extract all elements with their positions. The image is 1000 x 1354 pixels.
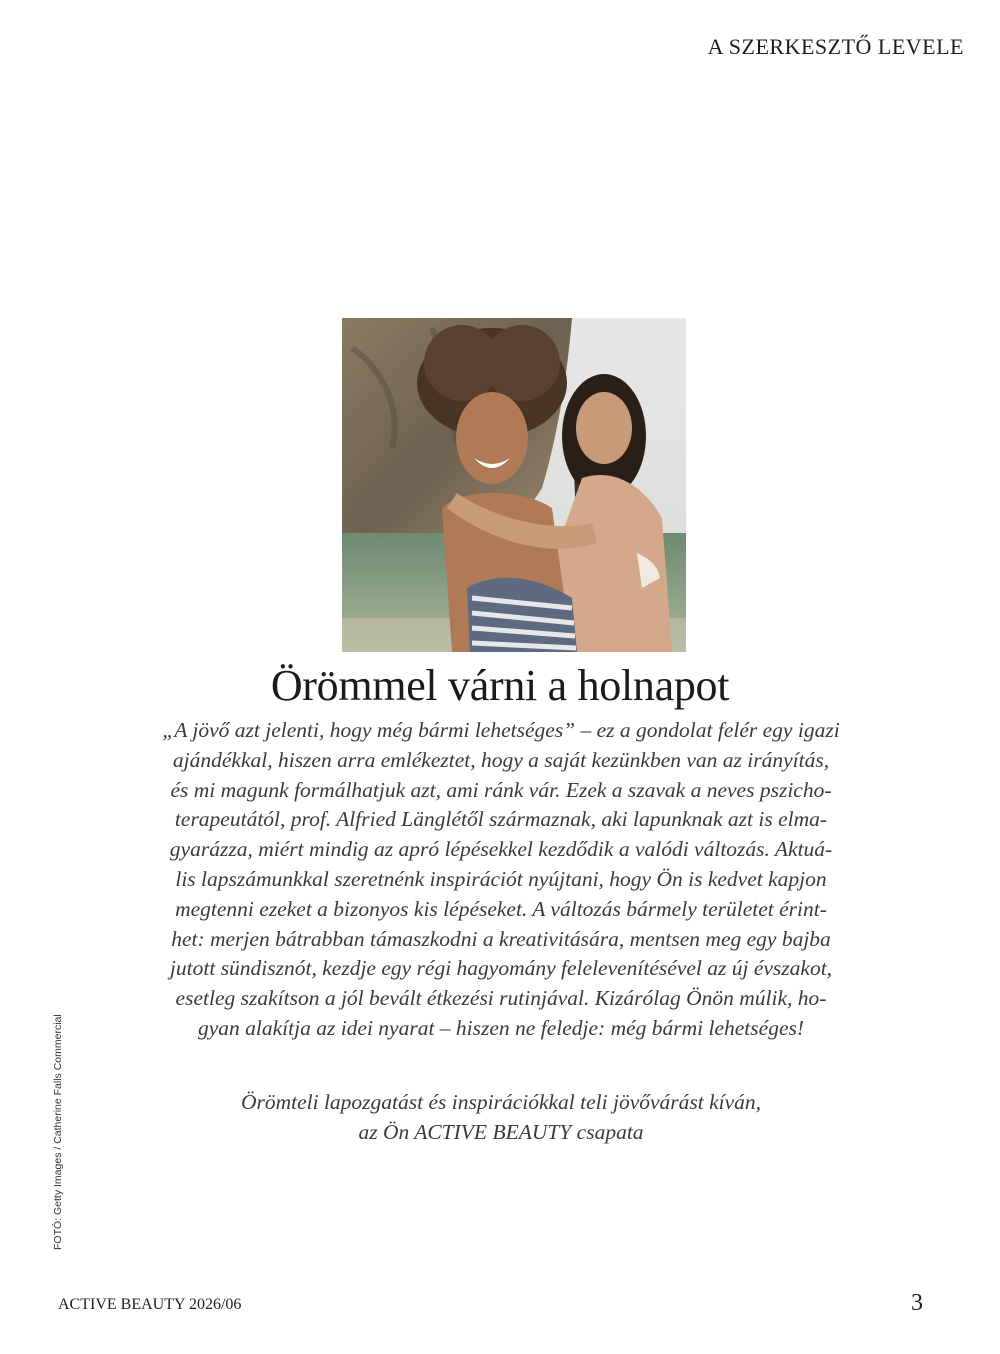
- signoff-line: Örömteli lapozgatást és inspirációkkal teli jövővárást kíván,: [240, 1090, 762, 1114]
- body-line: het: merjen bátrabban támaszkodni a kreativitására, mentsen meg egy bajba: [171, 926, 831, 951]
- body-line: ajándékkal, hiszen arra emlékeztet, hogy a saját kezünkben van az irányítás,: [172, 747, 830, 772]
- body-line: gyan alakítja az idei nyarat – hiszen ne feledje: még bármi lehetséges!: [197, 1015, 805, 1040]
- photo-two-women-laughing-icon: [342, 318, 686, 652]
- article-body: [110, 716, 892, 1044]
- body-line: jutott sündisznót, kezdje egy régi hagyomány felelevenítésével az új évszakot,: [169, 956, 833, 981]
- body-line: lis lapszámunkkal szeretnénk inspirációt nyújtani, hogy Ön is kedvet kapjon: [175, 866, 827, 891]
- body-line: gyarázza, miért mindig az apró lépésekkel kezdődik a valódi változás. Aktuá-: [169, 837, 833, 862]
- section-label: A SZERKESZTŐ LEVELE: [707, 34, 964, 59]
- body-line: terapeutától, prof. Alfried Länglétől származnak, aki lapunknak azt is elma-: [174, 807, 828, 832]
- article-photo: [342, 318, 686, 652]
- article-signoff: [110, 1087, 892, 1147]
- body-line: megtenni ezeket a bizonyos kis lépéseket. A változás bármely területet érint-: [175, 896, 827, 921]
- page-number: 3: [911, 1290, 923, 1316]
- photo-credit: FOTÓ: Getty Images / Catherine Falls Commercial: [52, 1014, 64, 1250]
- body-line: „A jövő azt jelenti, hogy még bármi lehetséges” – ez a gondolat felér egy igazi: [162, 718, 840, 742]
- body-line: és mi magunk formálhatjuk azt, ami ránk vár. Ezek a szavak a neves pszicho-: [170, 777, 832, 802]
- article-headline: Örömmel várni a holnapot: [270, 661, 730, 710]
- body-line: esetleg szakítson a jól bevált étkezési rutinjával. Kizárólag Önön múlik, ho-: [175, 986, 827, 1011]
- publication-footer: ACTIVE BEAUTY 2026/06: [58, 1296, 242, 1313]
- signoff-line: az Ön ACTIVE BEAUTY csapata: [358, 1120, 644, 1144]
